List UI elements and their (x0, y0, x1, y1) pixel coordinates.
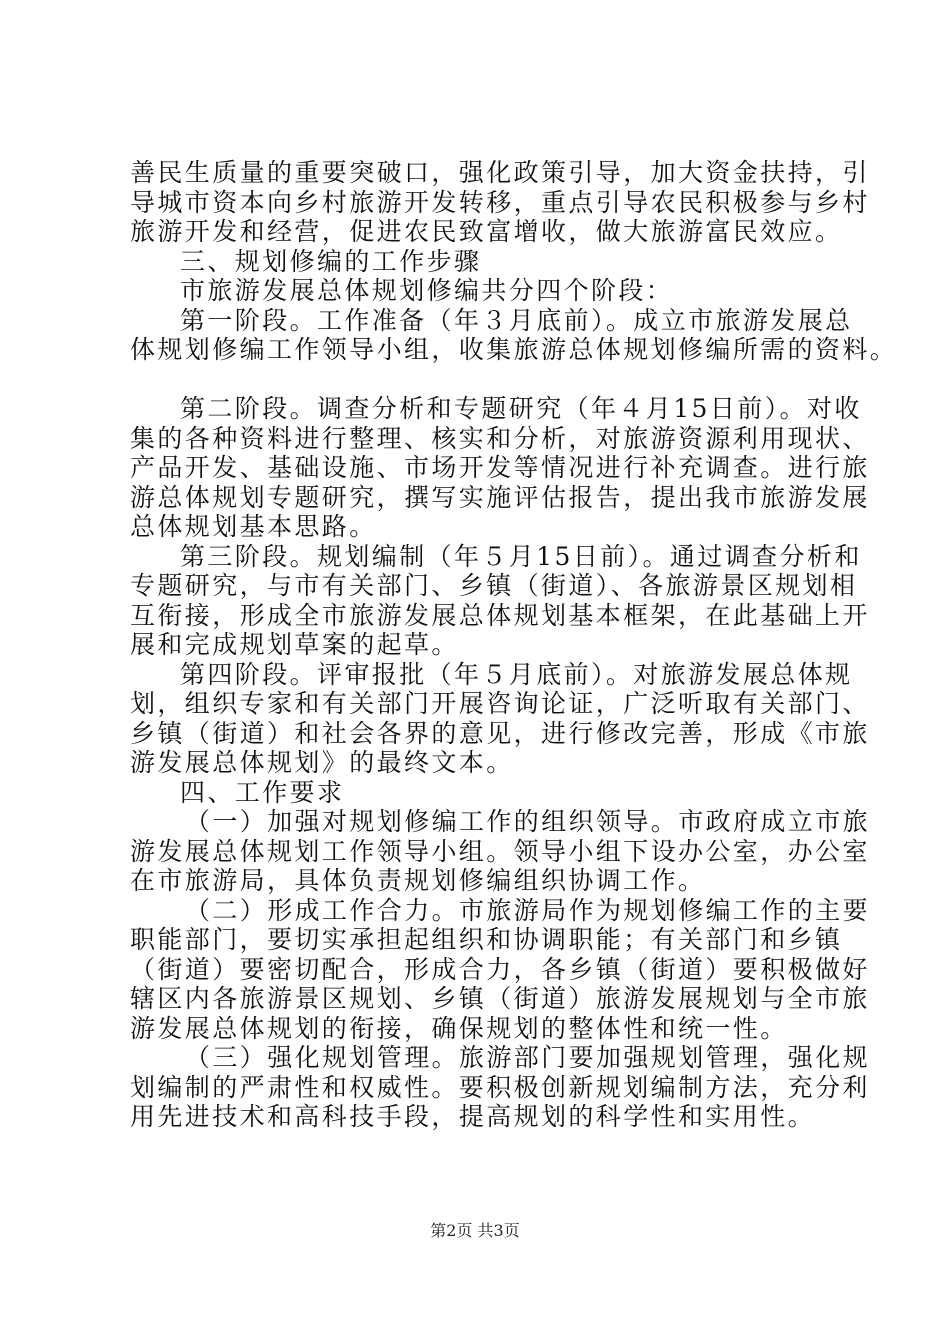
body-line: 展和完成规划草案的起草。 (130, 630, 459, 659)
body-line: 总体规划基本思路。 (130, 512, 377, 541)
body-line: （街道）要密切配合，形成合力，各乡镇（街道）要积极做好 (130, 954, 870, 984)
body-line: 善民生质量的重要突破口，强化政策引导，加大资金扶持，引 (130, 158, 870, 187)
body-line: 划编制的严肃性和权威性。要积极创新规划编制方法，充分利 (130, 1072, 870, 1102)
body-line: 市旅游发展总体规划修编共分四个阶段： (180, 276, 674, 305)
body-line: 游发展总体规划》的最终文本。 (130, 748, 514, 777)
body-line: 第二阶段。调查分析和专题研究（年４月15日前）。对收 (180, 394, 862, 423)
body-line: 第三阶段。规划编制（年５月15日前）。通过调查分析和 (180, 541, 862, 571)
page-number: 第2页 共3页 (430, 1221, 520, 1240)
body-line: 游发展总体规划的衔接，确保规划的整体性和统一性。 (130, 1013, 788, 1043)
body-line: 游总体规划专题研究，撰写实施评估报告，提出我市旅游发展 (130, 482, 870, 512)
body-line: 划，组织专家和有关部门开展咨询论证，广泛听取有关部门、 (130, 689, 870, 718)
body-line: 在市旅游局，具体负责规划修编组织协调工作。 (130, 866, 706, 895)
body-line: 游发展总体规划工作领导小组。领导小组下设办公室，办公室 (130, 836, 870, 866)
body-line: （二）形成工作合力。市旅游局作为规划修编工作的主要 (185, 895, 871, 925)
body-line: 辖区内各旅游景区规划、乡镇（街道）旅游发展规划与全市旅 (130, 984, 870, 1013)
body-line: 用先进技术和高科技手段，提高规划的科学性和实用性。 (130, 1102, 816, 1131)
body-line: 产品开发、基础设施、市场开发等情况进行补充调查。进行旅 (130, 453, 870, 482)
body-line: 集的各种资料进行整理、核实和分析，对旅游资源利用现状、 (130, 423, 870, 453)
body-line: 第一阶段。工作准备（年３月底前）。成立市旅游发展总 (180, 305, 853, 335)
body-line: 乡镇（街道）和社会各界的意见，进行修改完善，形成《市旅 (130, 718, 870, 748)
body-line: 第四阶段。评审报批（年５月底前）。对旅游发展总体规 (180, 659, 853, 689)
section-heading: 三、规划修编的工作步骤 (180, 246, 482, 276)
body-line: 专题研究，与市有关部门、乡镇（街道）、各旅游景区规划相 (130, 571, 858, 600)
body-line: 旅游开发和经营，促进农民致富增收，做大旅游富民效应。 (130, 217, 843, 246)
body-line: 职能部门，要切实承担起组织和协调职能；有关部门和乡镇 (130, 925, 843, 954)
paragraph-gap (130, 365, 830, 395)
section-heading: 四、工作要求 (180, 777, 345, 807)
body-line: 导城市资本向乡村旅游开发转移，重点引导农民积极参与乡村 (130, 187, 870, 217)
body-line: 体规划修编工作领导小组，收集旅游总体规划修编所需的资料。 (130, 335, 898, 364)
document-body (130, 158, 898, 1132)
body-line: （一）加强对规划修编工作的组织领导。市政府成立市旅 (185, 807, 871, 836)
body-line: 互衔接，形成全市旅游发展总体规划基本框架，在此基础上开 (130, 600, 870, 630)
body-line: （三）强化规划管理。旅游部门要加强规划管理，强化规 (185, 1043, 871, 1072)
